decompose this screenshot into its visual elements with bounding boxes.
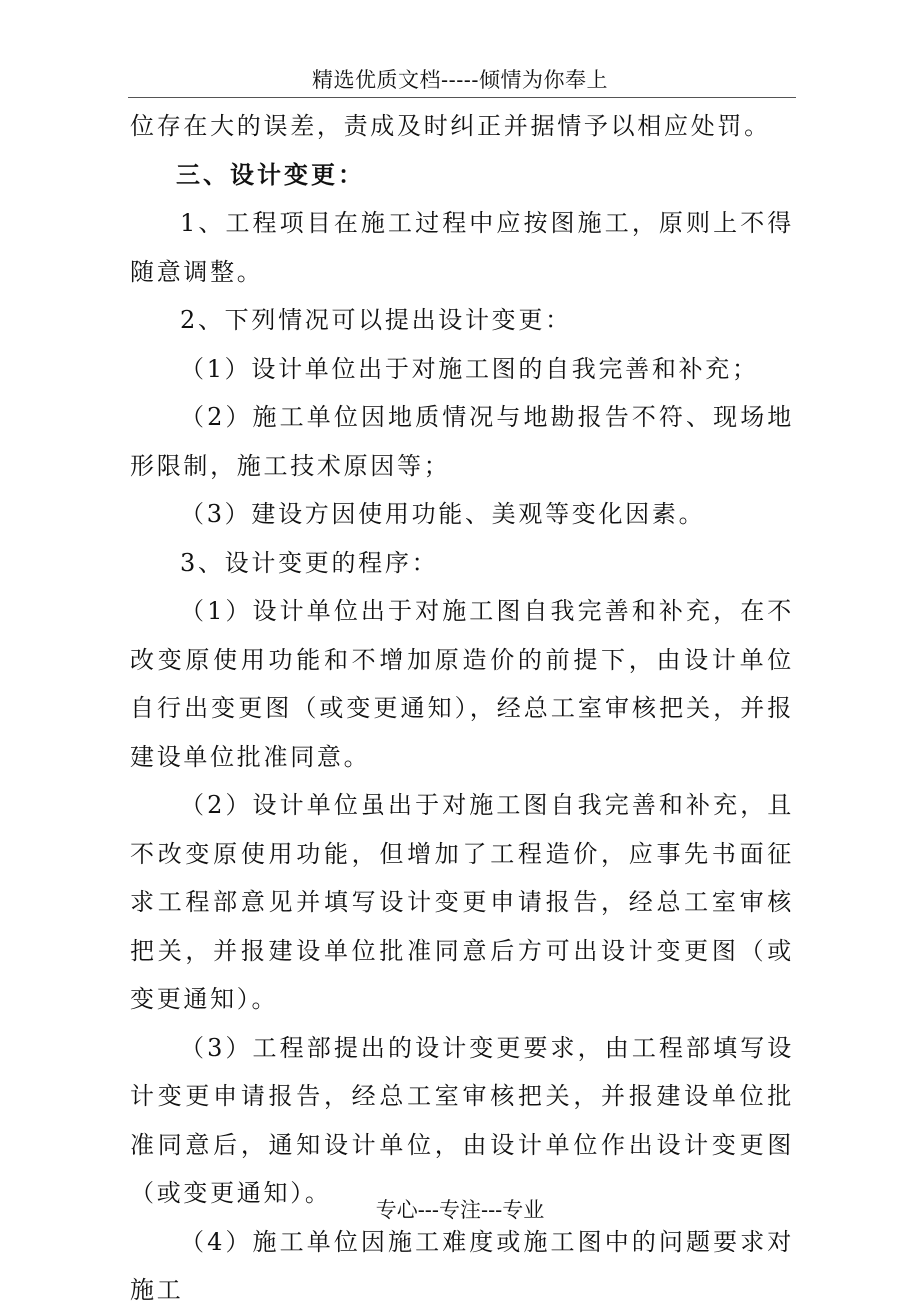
paragraph-item-2: 2、下列情况可以提出设计变更： (180, 306, 572, 334)
paragraph-item-3-sub-4: （4）施工单位因施工难度或施工图中的问题要求对施工 (130, 1227, 794, 1304)
paragraph-item-2-sub-3: （3）建设方因使用功能、美观等变化因素。 (180, 500, 706, 528)
paragraph-item-2-sub-2: （2）施工单位因地质情况与地勘报告不符、现场地形限制，施工技术原因等； (130, 403, 794, 480)
paragraph-item-3-sub-1: （1）设计单位出于对施工图自我完善和补充，在不改变原使用功能和不增加原造价的前提下，由设计单位自行出变更图（或变更通知），经总工室审核把关，并报建设单位批准同意。 (130, 597, 794, 771)
header-divider (128, 97, 796, 98)
document-body (130, 102, 794, 1315)
paragraph-continuation: 位存在大的误差，责成及时纠正并据情予以相应处罚。 (130, 112, 771, 140)
paragraph-item-3: 3、设计变更的程序： (180, 548, 439, 577)
section-heading-design-change: 三、设计变更： (176, 159, 365, 189)
paragraph-item-1: 1、工程项目在施工过程中应按图施工，原则上不得随意调整。 (130, 209, 794, 286)
paragraph-item-2-sub-1: （1）设计单位出于对施工图的自我完善和补充； (180, 354, 759, 383)
page-footer: 专心---专注---专业 (375, 1198, 545, 1222)
page-header: 精选优质文档-----倾情为你奉上 (312, 68, 608, 92)
paragraph-item-3-sub-2: （2）设计单位虽出于对施工图自我完善和补充，且不改变原使用功能，但增加了工程造价，应事先书面征求工程部意见并填写设计变更申请报告，经总工室审核把关，并报建设单位批准同意后方可出设计变更图（或变更通知）。 (130, 791, 794, 1013)
paragraph-item-3-sub-3: （3）工程部提出的设计变更要求，由工程部填写设计变更申请报告，经总工室审核把关，并报建设单位批准同意后，通知设计单位，由设计单位作出设计变更图（或变更通知）。 (130, 1033, 794, 1207)
